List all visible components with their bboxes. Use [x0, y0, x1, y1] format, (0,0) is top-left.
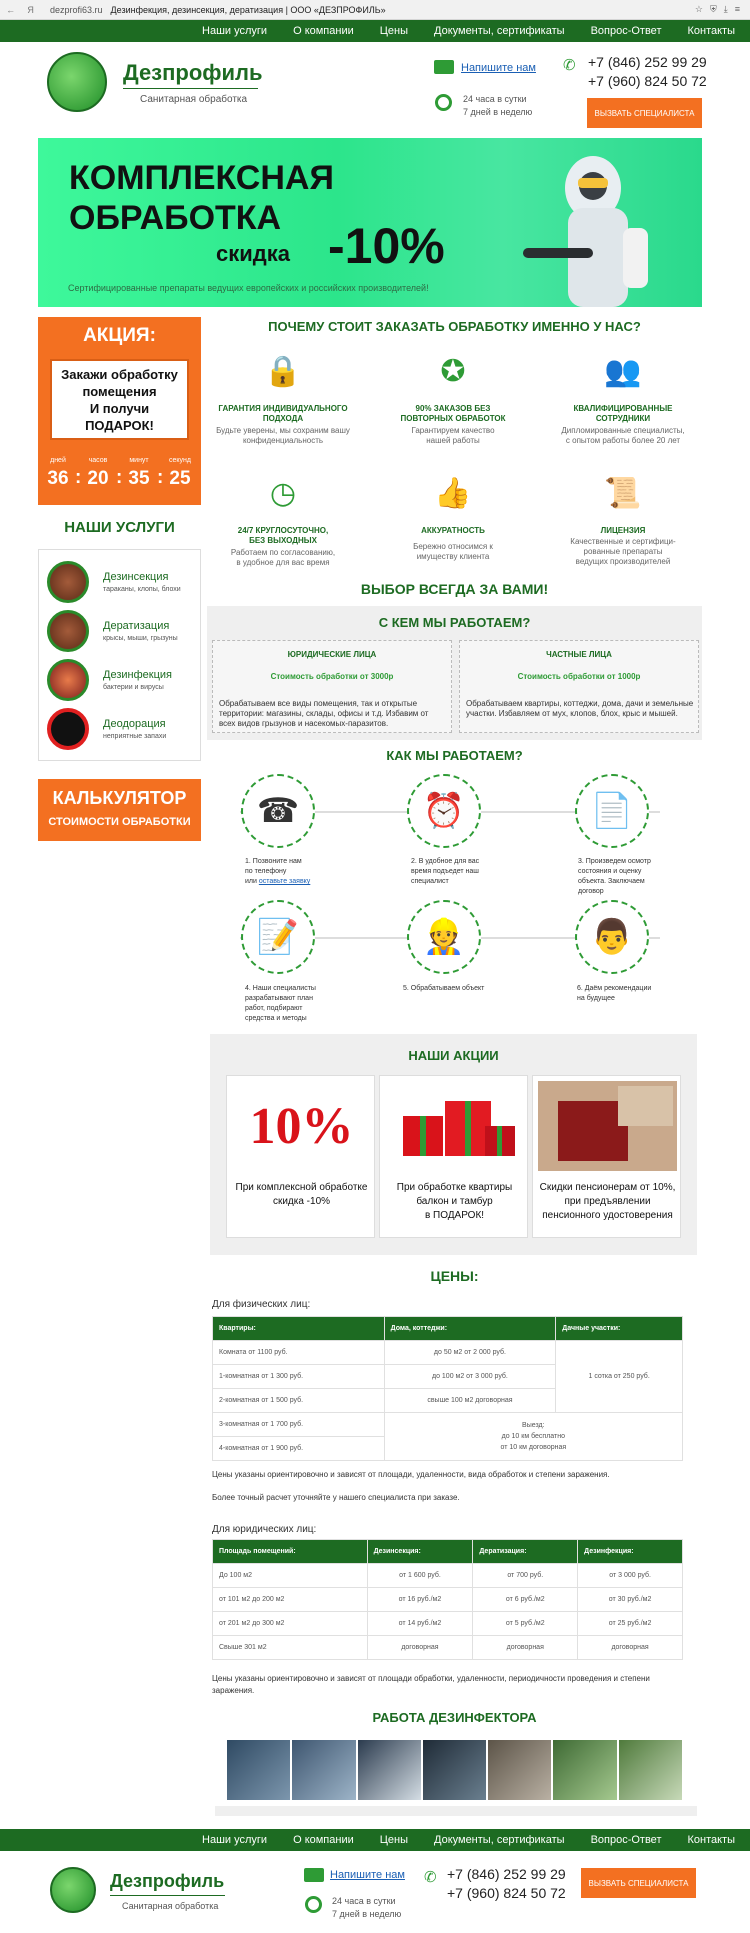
footer-nav-services[interactable]: Наши услуги [202, 1834, 268, 1846]
feature-desc-line: Качественные и сертифици- [570, 537, 676, 546]
prices-title: ЦЕНЫ: [430, 1268, 479, 1284]
clock-icon [305, 1896, 322, 1913]
gifts-image [385, 1081, 524, 1171]
table-cell: от 201 м2 до 300 м2 [213, 1612, 368, 1636]
table-header: Квартиры: [213, 1317, 385, 1341]
yandex-icon[interactable]: Я [27, 4, 34, 15]
step-line: специалист [411, 878, 449, 885]
menu-icon[interactable]: ≡ [734, 4, 740, 14]
service-name: Дератизация [103, 620, 170, 632]
mail-icon [434, 60, 454, 74]
table-row [213, 1636, 683, 1660]
address-bar[interactable]: dezprofi63.ru [50, 4, 103, 15]
logo-globe-icon [50, 1867, 96, 1913]
phone-icon: ✆ [424, 1869, 437, 1886]
logo-divider [110, 1895, 225, 1896]
advisor-icon [575, 900, 649, 974]
star-icon[interactable]: ☆ [694, 4, 703, 14]
table-header-row [213, 1540, 683, 1564]
banner-heading [69, 158, 334, 238]
logo[interactable] [47, 52, 267, 112]
feature-desc [543, 426, 703, 446]
services-list [38, 549, 201, 761]
calculator-title: КАЛЬКУЛЯТОР [52, 788, 187, 808]
individuals-price-table [212, 1316, 683, 1461]
hours-line-2: 7 дней в неделю [332, 1909, 402, 1919]
feature-title-line: ГАРАНТИЯ ИНДИВИДУАЛЬНОГО [218, 404, 348, 413]
companies-price-table [212, 1539, 683, 1660]
gallery-photo[interactable] [619, 1740, 682, 1800]
feature-desc [203, 426, 363, 446]
offer-line-1: Закажи обработку [61, 366, 178, 382]
service-desc: бактерии и вирусы [103, 684, 164, 691]
service-name: Деодорация [103, 718, 166, 730]
timer-label-seconds: секунд [169, 457, 191, 464]
promo-title: АКЦИЯ: [83, 325, 156, 346]
table-cell: договорная [367, 1636, 473, 1660]
back-icon[interactable]: ← [6, 4, 16, 15]
table-cell: от 25 руб./м2 [578, 1612, 683, 1636]
calculator-subtitle: СТОИМОСТИ ОБРАБОТКИ [48, 816, 191, 828]
phone-step-icon [241, 774, 315, 848]
price-note-2: Более точный расчет уточняйте у нашего специалиста при заказе. [212, 1493, 460, 1502]
browser-nav [0, 5, 40, 15]
feature-desc-line: имуществу клиента [416, 552, 490, 561]
table-row [213, 1588, 683, 1612]
call-specialist-button[interactable]: ВЫЗВАТЬ СПЕЦИАЛИСТА [587, 98, 702, 128]
browser-bar [0, 0, 750, 20]
step-line: 4. Наши специалисты [245, 985, 316, 992]
table-cell: договорная [473, 1636, 578, 1660]
users-icon: 👥 [604, 355, 642, 388]
client-card-private[interactable] [459, 640, 699, 733]
working-hours [463, 93, 532, 119]
client-desc: Обрабатываем все виды помещения, так и открытые территории: магазины, склады, офисы и т.д. Избавим от всех видов грызунов и насекомых-паразитов. [219, 699, 429, 728]
feature-desc-line: Дипломированные специалисты, [561, 426, 685, 435]
promotions-title: НАШИ АКЦИИ [408, 1048, 499, 1063]
feature-desc-line: в удобное для вас время [236, 558, 330, 567]
exterminator-icon [407, 900, 481, 974]
footer-logo[interactable] [50, 1867, 250, 1917]
timer-hours: 20 [87, 468, 109, 489]
feature-title [543, 404, 703, 424]
service-name: Дезинфекция [103, 669, 172, 681]
table-cell: от 5 руб./м2 [473, 1612, 578, 1636]
step-1-text [245, 857, 345, 887]
odor-icon [47, 708, 89, 750]
clients-title: С КЕМ МЫ РАБОТАЕМ? [378, 615, 531, 630]
promo-line: Скидки пенсионерам от 10%, [539, 1182, 676, 1193]
timer-separator: : [116, 467, 123, 488]
timer-label-days: дней [50, 457, 66, 464]
logo-subtitle: Санитарная обработка [140, 94, 248, 105]
table-cell: До 100 м2 [213, 1564, 368, 1588]
table-cell: от 6 руб./м2 [473, 1588, 578, 1612]
browser-tools [695, 4, 750, 15]
logo-title: Дезпрофиль [123, 60, 263, 85]
footer-call-specialist-button[interactable]: ВЫЗВАТЬ СПЕЦИАЛИСТА [581, 1868, 696, 1898]
phones [588, 53, 707, 91]
table-cell: до 100 м2 от 3 000 руб. [384, 1365, 556, 1389]
banner-line-1: КОМПЛЕКСНАЯ [69, 159, 334, 197]
footer-write-us-link[interactable]: Напишите нам [330, 1869, 405, 1881]
promo-banner[interactable] [38, 138, 702, 307]
promo-card-gift[interactable] [379, 1075, 528, 1238]
table-cell: 3-комнатная от 1 700 руб. [213, 1413, 385, 1437]
step-line: 6. Даём рекомендации [577, 985, 652, 992]
footer-nav-contacts[interactable]: Контакты [687, 1834, 735, 1846]
feature-title [203, 404, 363, 424]
feature-title [373, 404, 533, 424]
nav-services[interactable]: Наши услуги [202, 25, 268, 37]
table-cell: от 101 м2 до 200 м2 [213, 1588, 368, 1612]
nav-contacts[interactable]: Контакты [687, 25, 735, 37]
gallery-photo[interactable] [553, 1740, 616, 1800]
timer-label-minutes: минут [129, 457, 149, 464]
promo-line: в ПОДАРОК! [424, 1210, 485, 1221]
promo-text [538, 1181, 677, 1223]
step-line: 1. Позвоните нам [245, 858, 302, 865]
thumbs-up-icon: 👍 [434, 477, 472, 510]
feature-desc-line: Бережно относимся к [413, 542, 493, 551]
step-glyph: ☎ [256, 792, 300, 830]
step-line: средства и методы [245, 1015, 307, 1022]
table-cell: Комната от 1100 руб. [213, 1341, 385, 1365]
promo-line: При комплексной обработке [235, 1182, 368, 1193]
feature-title-line: ПОВТОРНЫХ ОБРАБОТОК [400, 414, 506, 423]
hours-line-1: 24 часа в сутки [463, 94, 527, 104]
clock-24-icon: ◷ [269, 477, 297, 510]
feature-title-line: 24/7 КРУГЛОСУТОЧНО, [237, 526, 329, 535]
table-cell: от 3 000 руб. [578, 1564, 683, 1588]
table-header-row [213, 1317, 683, 1341]
feature-desc-line: ведущих производителей [575, 557, 671, 566]
feature-title-line: АККУРАТНОСТЬ [421, 526, 485, 535]
feature-desc [373, 426, 533, 446]
table-header: Дезинфекция: [578, 1540, 683, 1564]
banner-discount-value: -10% [328, 218, 445, 274]
promo-line: пенсионного удостоверения [542, 1210, 673, 1221]
table-cell: от 1 600 руб. [367, 1564, 473, 1588]
download-icon[interactable]: ⤓ [723, 4, 728, 14]
timer-minutes: 35 [128, 468, 150, 489]
step-line: 5. Обрабатываем объект [403, 985, 485, 992]
rat-icon [47, 610, 89, 652]
promo-offer[interactable] [50, 359, 189, 440]
logo-divider [123, 88, 258, 89]
service-name: Дезинсекция [103, 571, 169, 583]
table-row [213, 1341, 683, 1365]
table-header: Площадь помещений: [213, 1540, 368, 1564]
footer-nav-documents[interactable]: Документы, сертификаты [434, 1834, 565, 1846]
step-5-text [403, 984, 503, 994]
timer-days: 36 [47, 468, 69, 489]
promo-card-discount[interactable] [226, 1075, 375, 1238]
leave-request-link[interactable]: оставьте заявку [258, 878, 311, 885]
client-price: Стоимость обработки от 3000р [270, 672, 394, 681]
service-desc: крысы, мыши, грызуны [103, 635, 178, 642]
nav-faq[interactable]: Вопрос-Ответ [590, 25, 662, 37]
footer-nav [0, 1829, 750, 1851]
note-line: Цены указаны ориентировочно и зависят от площади обработки, удаленности, периодичности проведения и степени [212, 1674, 650, 1683]
banner-line-2: ОБРАБОТКА [69, 199, 282, 237]
promotions-section [210, 1034, 697, 1255]
departure-line: Выезд: [522, 1422, 545, 1429]
client-type: ЧАСТНЫЕ ЛИЦА [546, 650, 612, 659]
why-title: ПОЧЕМУ СТОИТ ЗАКАЗАТЬ ОБРАБОТКУ ИМЕННО У НАС? [268, 319, 641, 334]
feature-desc-line: нашей работы [426, 436, 480, 445]
ten-percent-image: 10% [249, 1097, 354, 1155]
step-line: время подъедет наш [411, 868, 479, 875]
footer-phones [447, 1865, 566, 1903]
nav-documents[interactable]: Документы, сертификаты [434, 25, 565, 37]
feature-desc [543, 537, 703, 567]
table-cell: от 16 руб./м2 [367, 1588, 473, 1612]
table-header: Дома, коттеджи: [384, 1317, 556, 1341]
feature-title-line: ЛИЦЕНЗИЯ [600, 526, 646, 535]
step-line: работ, подбирают [245, 1005, 303, 1012]
hours-line-2: 7 дней в неделю [463, 107, 533, 117]
table-cell: до 50 м2 от 2 000 руб. [384, 1341, 556, 1365]
feature-title [543, 526, 703, 536]
step-glyph: 📄 [590, 792, 634, 830]
gallery-photo[interactable] [488, 1740, 551, 1800]
step-glyph: 👷 [422, 918, 466, 956]
promo-line: При обработке квартиры [396, 1182, 513, 1193]
alarm-clock-icon [407, 774, 481, 848]
feature-desc-line: Работаем по согласованию, [230, 548, 336, 557]
table-header: Дачные участки: [556, 1317, 683, 1341]
promo-card-pensioners[interactable] [532, 1075, 681, 1238]
logo-globe-icon [47, 52, 107, 112]
promo-line: при предъявлении [564, 1196, 651, 1207]
departure-line: от 10 км договорная [500, 1444, 567, 1451]
table-header: Дезинсекция: [367, 1540, 473, 1564]
top-nav [0, 20, 750, 42]
step-line: разрабатывают план [245, 995, 313, 1002]
phone-2[interactable]: +7 (960) 824 50 72 [447, 1885, 566, 1901]
step-line: 3. Произведем осмотр [578, 858, 651, 865]
client-card-legal[interactable] [212, 640, 452, 733]
footer-nav-faq[interactable]: Вопрос-Ответ [590, 1834, 662, 1846]
timer-label-hours: часов [88, 457, 108, 464]
table-cell: 1-комнатная от 1 300 руб. [213, 1365, 385, 1389]
logo-title: Дезпрофиль [110, 1871, 225, 1891]
phone-2[interactable]: +7 (960) 824 50 72 [588, 73, 707, 89]
choice-heading: ВЫБОР ВСЕГДА ЗА ВАМИ! [360, 581, 549, 597]
process-title: КАК МЫ РАБОТАЕМ? [386, 748, 523, 763]
cockroach-icon [47, 561, 89, 603]
timer-separator: : [75, 467, 82, 488]
checklist-icon [241, 900, 315, 974]
client-price: Стоимость обработки от 1000р [517, 672, 641, 681]
page-title-tab: Дезинфекция, дезинсекция, дератизация | ООО «ДЕЗПРОФИЛЬ» [110, 4, 386, 15]
step-line: договор [578, 888, 604, 895]
phone-1[interactable]: +7 (846) 252 99 29 [588, 54, 707, 70]
footer-working-hours [332, 1895, 401, 1921]
phone-icon: ✆ [563, 57, 576, 74]
table-cell: свыше 100 м2 договорная [384, 1389, 556, 1413]
promo-line: скидка -10% [272, 1196, 331, 1207]
individuals-label: Для физических лиц: [212, 1299, 311, 1310]
departure-line: до 10 км бесплатно [501, 1433, 565, 1440]
dacha-price: 1 сотка от 250 руб. [556, 1341, 683, 1413]
price-note-1: Цены указаны ориентировочно и зависят от площади, удаленности, вида обработок и степени заражения. [212, 1470, 610, 1479]
clients-section [207, 606, 702, 740]
service-desc: неприятные запахи [103, 733, 167, 740]
gallery-photo[interactable] [227, 1740, 290, 1800]
feature-desc-line: с опытом работы более 20 лет [565, 436, 681, 445]
step-line: состояния и оценку [578, 868, 642, 875]
bacteria-icon [47, 659, 89, 701]
step-line: или [245, 878, 257, 885]
feature-desc [203, 548, 363, 568]
feature-title-line: ПОДХОДА [262, 414, 304, 423]
promo-text [232, 1181, 371, 1209]
feature-desc-line: Гарантируем качество [411, 426, 495, 435]
client-desc: Обрабатываем квартиры, коттеджи, дома, дачи и земельные участки. Избавляем от мух, клопов, блох, крыс и мышей. [466, 699, 694, 718]
promo-text [385, 1181, 524, 1223]
feature-title-line: КВАЛИФИЦИРОВАННЫЕ [573, 404, 673, 413]
calculator-button[interactable] [38, 779, 201, 841]
banner-subtitle: Сертифицированные препараты ведущих европейских и российских производителей! [68, 283, 429, 293]
table-cell: от 700 руб. [473, 1564, 578, 1588]
gallery-photo[interactable] [358, 1740, 421, 1800]
banner-discount-label: скидка [216, 241, 290, 266]
step-3-text [578, 857, 678, 897]
section-divider [215, 1806, 697, 1816]
work-gallery [227, 1740, 682, 1800]
offer-line-4: ПОДАРОК! [85, 417, 154, 433]
departure-cell [384, 1413, 682, 1461]
gallery-photo[interactable] [423, 1740, 486, 1800]
offer-line-2: помещения [82, 383, 157, 399]
step-4-text [245, 984, 345, 1024]
hours-line-1: 24 часа в сутки [332, 1896, 396, 1906]
phone-1[interactable]: +7 (846) 252 99 29 [447, 1866, 566, 1882]
timer-seconds: 25 [169, 468, 191, 489]
table-row [213, 1564, 683, 1588]
feature-desc-line: Будьте уверены, мы сохраним вашу [216, 426, 350, 435]
write-us-link[interactable]: Напишите нам [461, 62, 536, 74]
logo-subtitle: Санитарная обработка [122, 1901, 219, 1911]
table-cell: Свыше 301 м2 [213, 1636, 368, 1660]
table-cell: 4-комнатная от 1 900 руб. [213, 1437, 385, 1461]
companies-label: Для юридических лиц: [212, 1524, 317, 1535]
table-cell: 2-комнатная от 1 500 руб. [213, 1389, 385, 1413]
services-title: НАШИ УСЛУГИ [64, 519, 175, 536]
timer-separator: : [157, 467, 164, 488]
work-gallery-title: РАБОТА ДЕЗИНФЕКТОРА [372, 1710, 537, 1725]
step-6-text [577, 984, 677, 1004]
table-row [213, 1612, 683, 1636]
client-type: ЮРИДИЧЕСКИЕ ЛИЦА [287, 650, 377, 659]
table-header: Дератизация: [473, 1540, 578, 1564]
promo-line: балкон и тамбур [416, 1196, 493, 1207]
feature-title [373, 526, 533, 536]
feature-title-line: СОТРУДНИКИ [595, 414, 651, 423]
footer-nav-about[interactable]: О компании [293, 1834, 354, 1846]
certificate-icon: 📜 [604, 477, 642, 510]
step-glyph: 👨 [590, 918, 634, 956]
lock-icon: 🔒 [264, 355, 302, 388]
nav-about[interactable]: О компании [293, 25, 354, 37]
step-2-text [411, 857, 511, 887]
price-note-3 [212, 1673, 692, 1697]
step-line: объекта. Заключаем [578, 878, 645, 885]
feature-desc-line: конфиденциальность [242, 436, 324, 445]
step-glyph: 📝 [256, 918, 300, 956]
step-glyph: ⏰ [422, 792, 466, 830]
clock-icon [435, 94, 452, 111]
feature-desc [373, 542, 533, 562]
note-line: заражения. [212, 1686, 255, 1695]
table-cell: договорная [578, 1636, 683, 1660]
mail-icon [304, 1868, 324, 1882]
step-line: на будущее [577, 995, 615, 1002]
quality-badge-icon: ✪ [440, 355, 466, 388]
footer-nav-prices[interactable]: Цены [379, 1834, 408, 1846]
pension-id-image [538, 1081, 677, 1171]
table-cell: от 30 руб./м2 [578, 1588, 683, 1612]
table-row [213, 1413, 683, 1437]
gallery-photo[interactable] [292, 1740, 355, 1800]
table-cell: от 14 руб./м2 [367, 1612, 473, 1636]
service-desc: тараканы, клопы, блохи [103, 586, 181, 593]
promo-timer-box [38, 317, 201, 505]
exterminator-image [508, 138, 668, 307]
step-line: 2. В удобное для вас [411, 858, 480, 865]
offer-line-3: И получи [89, 400, 150, 416]
nav-prices[interactable]: Цены [379, 25, 408, 37]
feature-title [203, 526, 363, 546]
feature-desc-line: рованные препараты [583, 547, 663, 556]
feature-title-line: БЕЗ ВЫХОДНЫХ [249, 536, 317, 545]
shield-icon[interactable]: ⛨ [709, 4, 717, 14]
contract-icon [575, 774, 649, 848]
step-line: по телефону [245, 868, 287, 875]
feature-title-line: 90% ЗАКАЗОВ БЕЗ [415, 404, 491, 413]
